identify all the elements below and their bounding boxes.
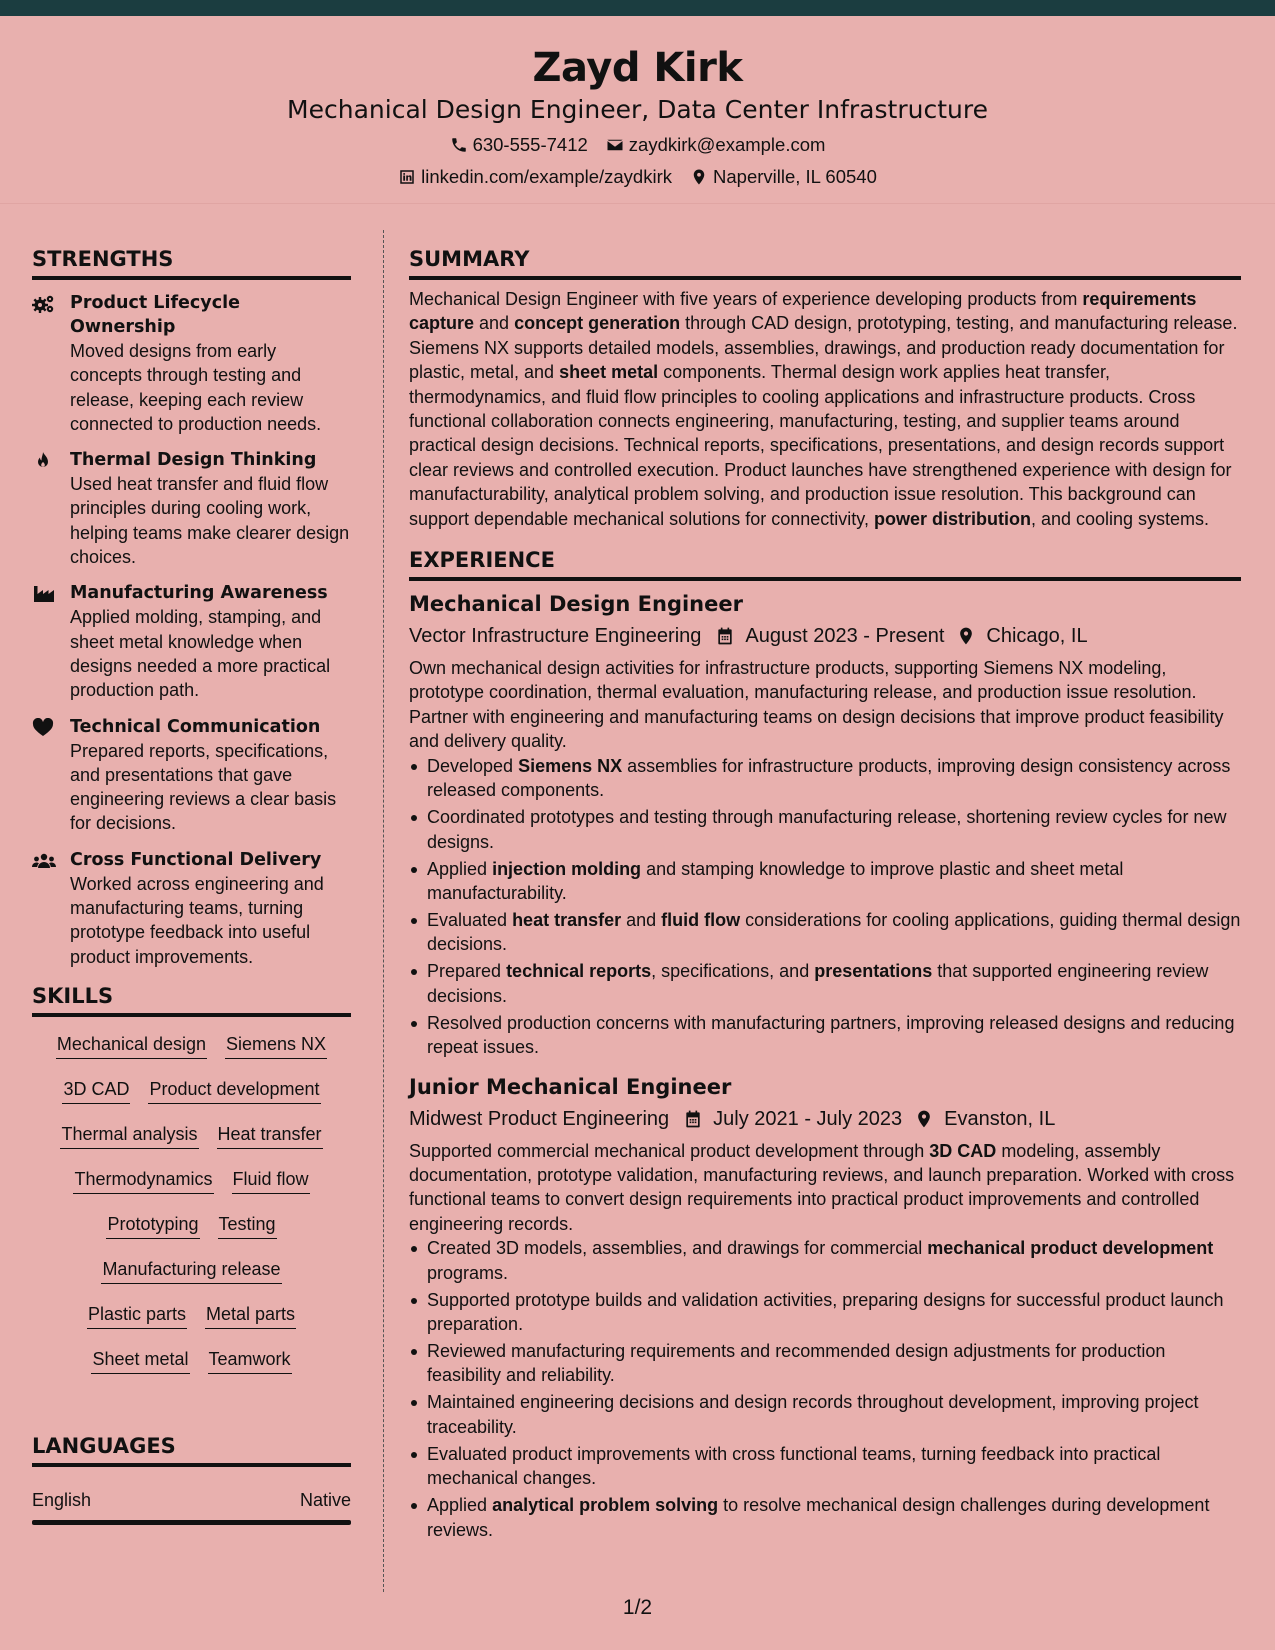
column-divider	[383, 230, 384, 1592]
bullet-item: Created 3D models, assemblies, and drawings for commercial mechanical product development programs.	[409, 1236, 1241, 1285]
flame-icon	[32, 451, 56, 471]
linkedin-contact[interactable]	[398, 166, 672, 188]
strength-desc: Applied molding, stamping, and sheet metal knowledge when designs needed a more practical production path.	[70, 607, 331, 701]
bullet-item: Developed Siemens NX assemblies for infrastructure products, improving design consistency across released components.	[409, 754, 1241, 803]
skill-row	[32, 1166, 351, 1211]
skill-tag: Plastic parts	[87, 1301, 187, 1329]
bullet-item: Prepared technical reports, specifications, and presentations that supported engineering review decisions.	[409, 959, 1241, 1008]
bold-keyword: sheet metal	[559, 362, 659, 383]
strength-item	[32, 448, 351, 569]
phone-text: 630-555-7412	[472, 134, 588, 155]
bullet-item: Resolved production concerns with manufacturing partners, improving released designs and reducing repeat issues.	[409, 1011, 1241, 1060]
strengths-list	[32, 291, 351, 969]
bullet-item: Reviewed manufacturing requirements and recommended design adjustments for production feasibility and reliability.	[409, 1339, 1241, 1388]
job-entry	[409, 589, 1241, 1059]
left-column	[32, 244, 351, 1525]
bullet-item: Evaluated product improvements with cross functional teams, turning feedback into practical mechanical changes.	[409, 1442, 1241, 1491]
job-entry	[409, 1072, 1241, 1542]
bold-keyword: 3D CAD	[929, 1140, 997, 1161]
summary-text: Mechanical Design Engineer with five years of experience developing products from requirements capture and concept generation through CAD design, prototyping, testing, and manufacturing release. Siemens NX supports detailed models, assemblies, drawings, and production ready documentation for plastic, metal, and sheet metal components. Thermal design work applies heat transfer, thermodynamics, and fluid flow principles to cooling applications and infrastructure products. Cross functional collaboration connects engineering, manufacturing, testing, and supplier teams around practical design decisions. Technical reports, specifications, presentations, and design records support clear reviews and controlled execution. Product launches have strengthened experience with design for manufacturability, analytical problem solving, and production issue resolution. This background can support dependable mechanical solutions for connectivity, power distribution, and cooling systems.	[409, 289, 1238, 529]
calendar-icon	[715, 626, 735, 646]
job-location: Evanston, IL	[944, 1107, 1056, 1130]
skill-tag: Thermal analysis	[60, 1121, 198, 1149]
strength-title: Cross Functional Delivery	[70, 849, 322, 870]
contact-row-2	[0, 166, 1275, 188]
email-text: zaydkirk@example.com	[628, 134, 826, 155]
skill-row	[32, 1031, 351, 1076]
strength-desc: Worked across engineering and manufacturing teams, turning prototype feedback into useful product improvements.	[70, 873, 324, 967]
bold-keyword: presentations	[814, 961, 933, 982]
summary-heading: SUMMARY	[409, 244, 1241, 280]
skill-tag: Testing	[218, 1211, 277, 1239]
bullet-item: Supported prototype builds and validation activities, preparing designs for successful product launch preparation.	[409, 1288, 1241, 1337]
skills-list	[32, 1031, 351, 1391]
map-pin-icon	[914, 1109, 934, 1129]
bold-keyword: injection molding	[492, 858, 642, 879]
bullet-item: Maintained engineering decisions and design records throughout development, improving project traceability.	[409, 1390, 1241, 1439]
bold-keyword: requirements capture	[409, 289, 1197, 334]
right-column	[409, 244, 1241, 1545]
strengths-heading: STRENGTHS	[32, 244, 351, 280]
location-text: Naperville, IL 60540	[713, 166, 877, 187]
language-level: Native	[299, 1489, 351, 1510]
skill-tag: Teamwork	[208, 1346, 292, 1374]
bold-keyword: power distribution	[873, 508, 1031, 529]
skill-tag: Sheet metal	[91, 1346, 189, 1374]
linkedin-icon	[398, 168, 416, 186]
bold-keyword: analytical problem solving	[492, 1495, 719, 1516]
bold-keyword: technical reports	[506, 961, 652, 982]
calendar-icon	[683, 1109, 703, 1129]
job-title: Mechanical Design Engineer	[409, 592, 743, 617]
strength-title: Manufacturing Awareness	[70, 583, 328, 604]
strength-item	[32, 291, 351, 436]
bold-keyword: fluid flow	[661, 909, 741, 930]
phone-contact[interactable]	[450, 134, 588, 156]
strength-title: Technical Communication	[70, 716, 321, 737]
candidate-name: Zayd Kirk	[532, 45, 743, 91]
job-bullets	[409, 1236, 1241, 1542]
strength-desc: Moved designs from early concepts through testing and release, keeping each review connected to production needs.	[70, 341, 322, 434]
skill-tag: Prototyping	[106, 1211, 199, 1239]
skills-heading: SKILLS	[32, 981, 351, 1017]
languages-heading: LANGUAGES	[32, 1431, 351, 1467]
job-company: Midwest Product Engineering	[409, 1107, 670, 1130]
job-meta	[409, 621, 1241, 651]
location-contact	[690, 166, 877, 188]
envelope-icon	[606, 136, 624, 154]
skill-row	[32, 1121, 351, 1166]
skill-tag: Product development	[148, 1076, 320, 1104]
resume-header	[0, 16, 1275, 204]
skill-tag: Manufacturing release	[101, 1256, 281, 1284]
skill-tag: Thermodynamics	[73, 1166, 213, 1194]
bullet-item: Applied injection molding and stamping knowledge to improve plastic and sheet metal manufacturability.	[409, 857, 1241, 906]
skill-tag: Heat transfer	[217, 1121, 323, 1149]
strength-item	[32, 715, 351, 836]
strength-item	[32, 581, 351, 702]
bullet-item: Applied analytical problem solving to resolve mechanical design challenges during development reviews.	[409, 1493, 1241, 1542]
top-color-bar	[0, 0, 1275, 16]
bold-keyword: concept generation	[514, 313, 681, 334]
gears-icon	[32, 294, 56, 314]
strength-desc: Prepared reports, specifications, and presentations that gave engineering reviews a clear basis for decisions.	[70, 740, 337, 834]
strength-title: Thermal Design Thinking	[70, 450, 317, 471]
job-description: Own mechanical design activities for infrastructure products, supporting Siemens NX modeling, prototype coordination, thermal evaluation, manufacturing release, and production issue resolution. Partner with engineering and manufacturing teams on design decisions that improve product feasibility and delivery quality.	[409, 658, 1224, 752]
skill-tag: Siemens NX	[225, 1031, 327, 1059]
skill-tag: 3D CAD	[62, 1076, 130, 1104]
job-meta	[409, 1104, 1241, 1134]
phone-icon	[450, 136, 468, 154]
email-contact[interactable]	[606, 134, 826, 156]
skill-tag: Fluid flow	[232, 1166, 310, 1194]
linkedin-text: linkedin.com/example/zaydkirk	[421, 166, 672, 187]
language-name: English	[32, 1489, 92, 1510]
bold-keyword: Siemens NX	[518, 755, 623, 776]
bullet-item: Evaluated heat transfer and fluid flow considerations for cooling applications, guiding thermal design decisions.	[409, 908, 1241, 957]
factory-icon	[32, 584, 56, 604]
strength-item	[32, 848, 351, 969]
candidate-title: Mechanical Design Engineer, Data Center Infrastructure	[287, 95, 988, 124]
map-pin-icon	[690, 168, 708, 186]
strength-desc: Used heat transfer and fluid flow principles during cooling work, helping teams make clearer design choices.	[70, 474, 350, 568]
skill-tag: Mechanical design	[56, 1031, 207, 1059]
skill-tag: Metal parts	[205, 1301, 296, 1329]
skill-row	[32, 1346, 351, 1391]
heart-icon	[32, 718, 56, 738]
skill-row	[32, 1301, 351, 1346]
language-row	[32, 1489, 351, 1511]
job-dates: July 2021 - July 2023	[713, 1107, 903, 1130]
job-bullets	[409, 754, 1241, 1060]
users-icon	[32, 851, 56, 871]
bullet-item: Coordinated prototypes and testing through manufacturing release, shortening review cycles for new designs.	[409, 805, 1241, 854]
job-company: Vector Infrastructure Engineering	[409, 625, 702, 648]
skill-row	[32, 1211, 351, 1256]
bold-keyword: mechanical product development	[927, 1238, 1214, 1259]
page-number: 1/2	[622, 1596, 653, 1619]
contact-row-1	[0, 134, 1275, 156]
job-location: Chicago, IL	[986, 625, 1088, 648]
bold-keyword: heat transfer	[512, 909, 622, 930]
job-title: Junior Mechanical Engineer	[409, 1074, 732, 1099]
language-proficiency-bar	[32, 1520, 351, 1525]
strength-title: Product Lifecycle Ownership	[70, 293, 240, 337]
job-dates: August 2023 - Present	[745, 625, 945, 648]
map-pin-icon	[956, 626, 976, 646]
skill-row	[32, 1256, 351, 1301]
skill-row	[32, 1076, 351, 1121]
experience-heading: EXPERIENCE	[409, 545, 1241, 581]
job-description: Supported commercial mechanical product development through 3D CAD modeling, assembly documentation, prototype validation, manufacturing reviews, and launch preparation. Worked with cross functional teams to convert design requirements into practical product improvements and controlled engineering records.	[409, 1140, 1235, 1234]
